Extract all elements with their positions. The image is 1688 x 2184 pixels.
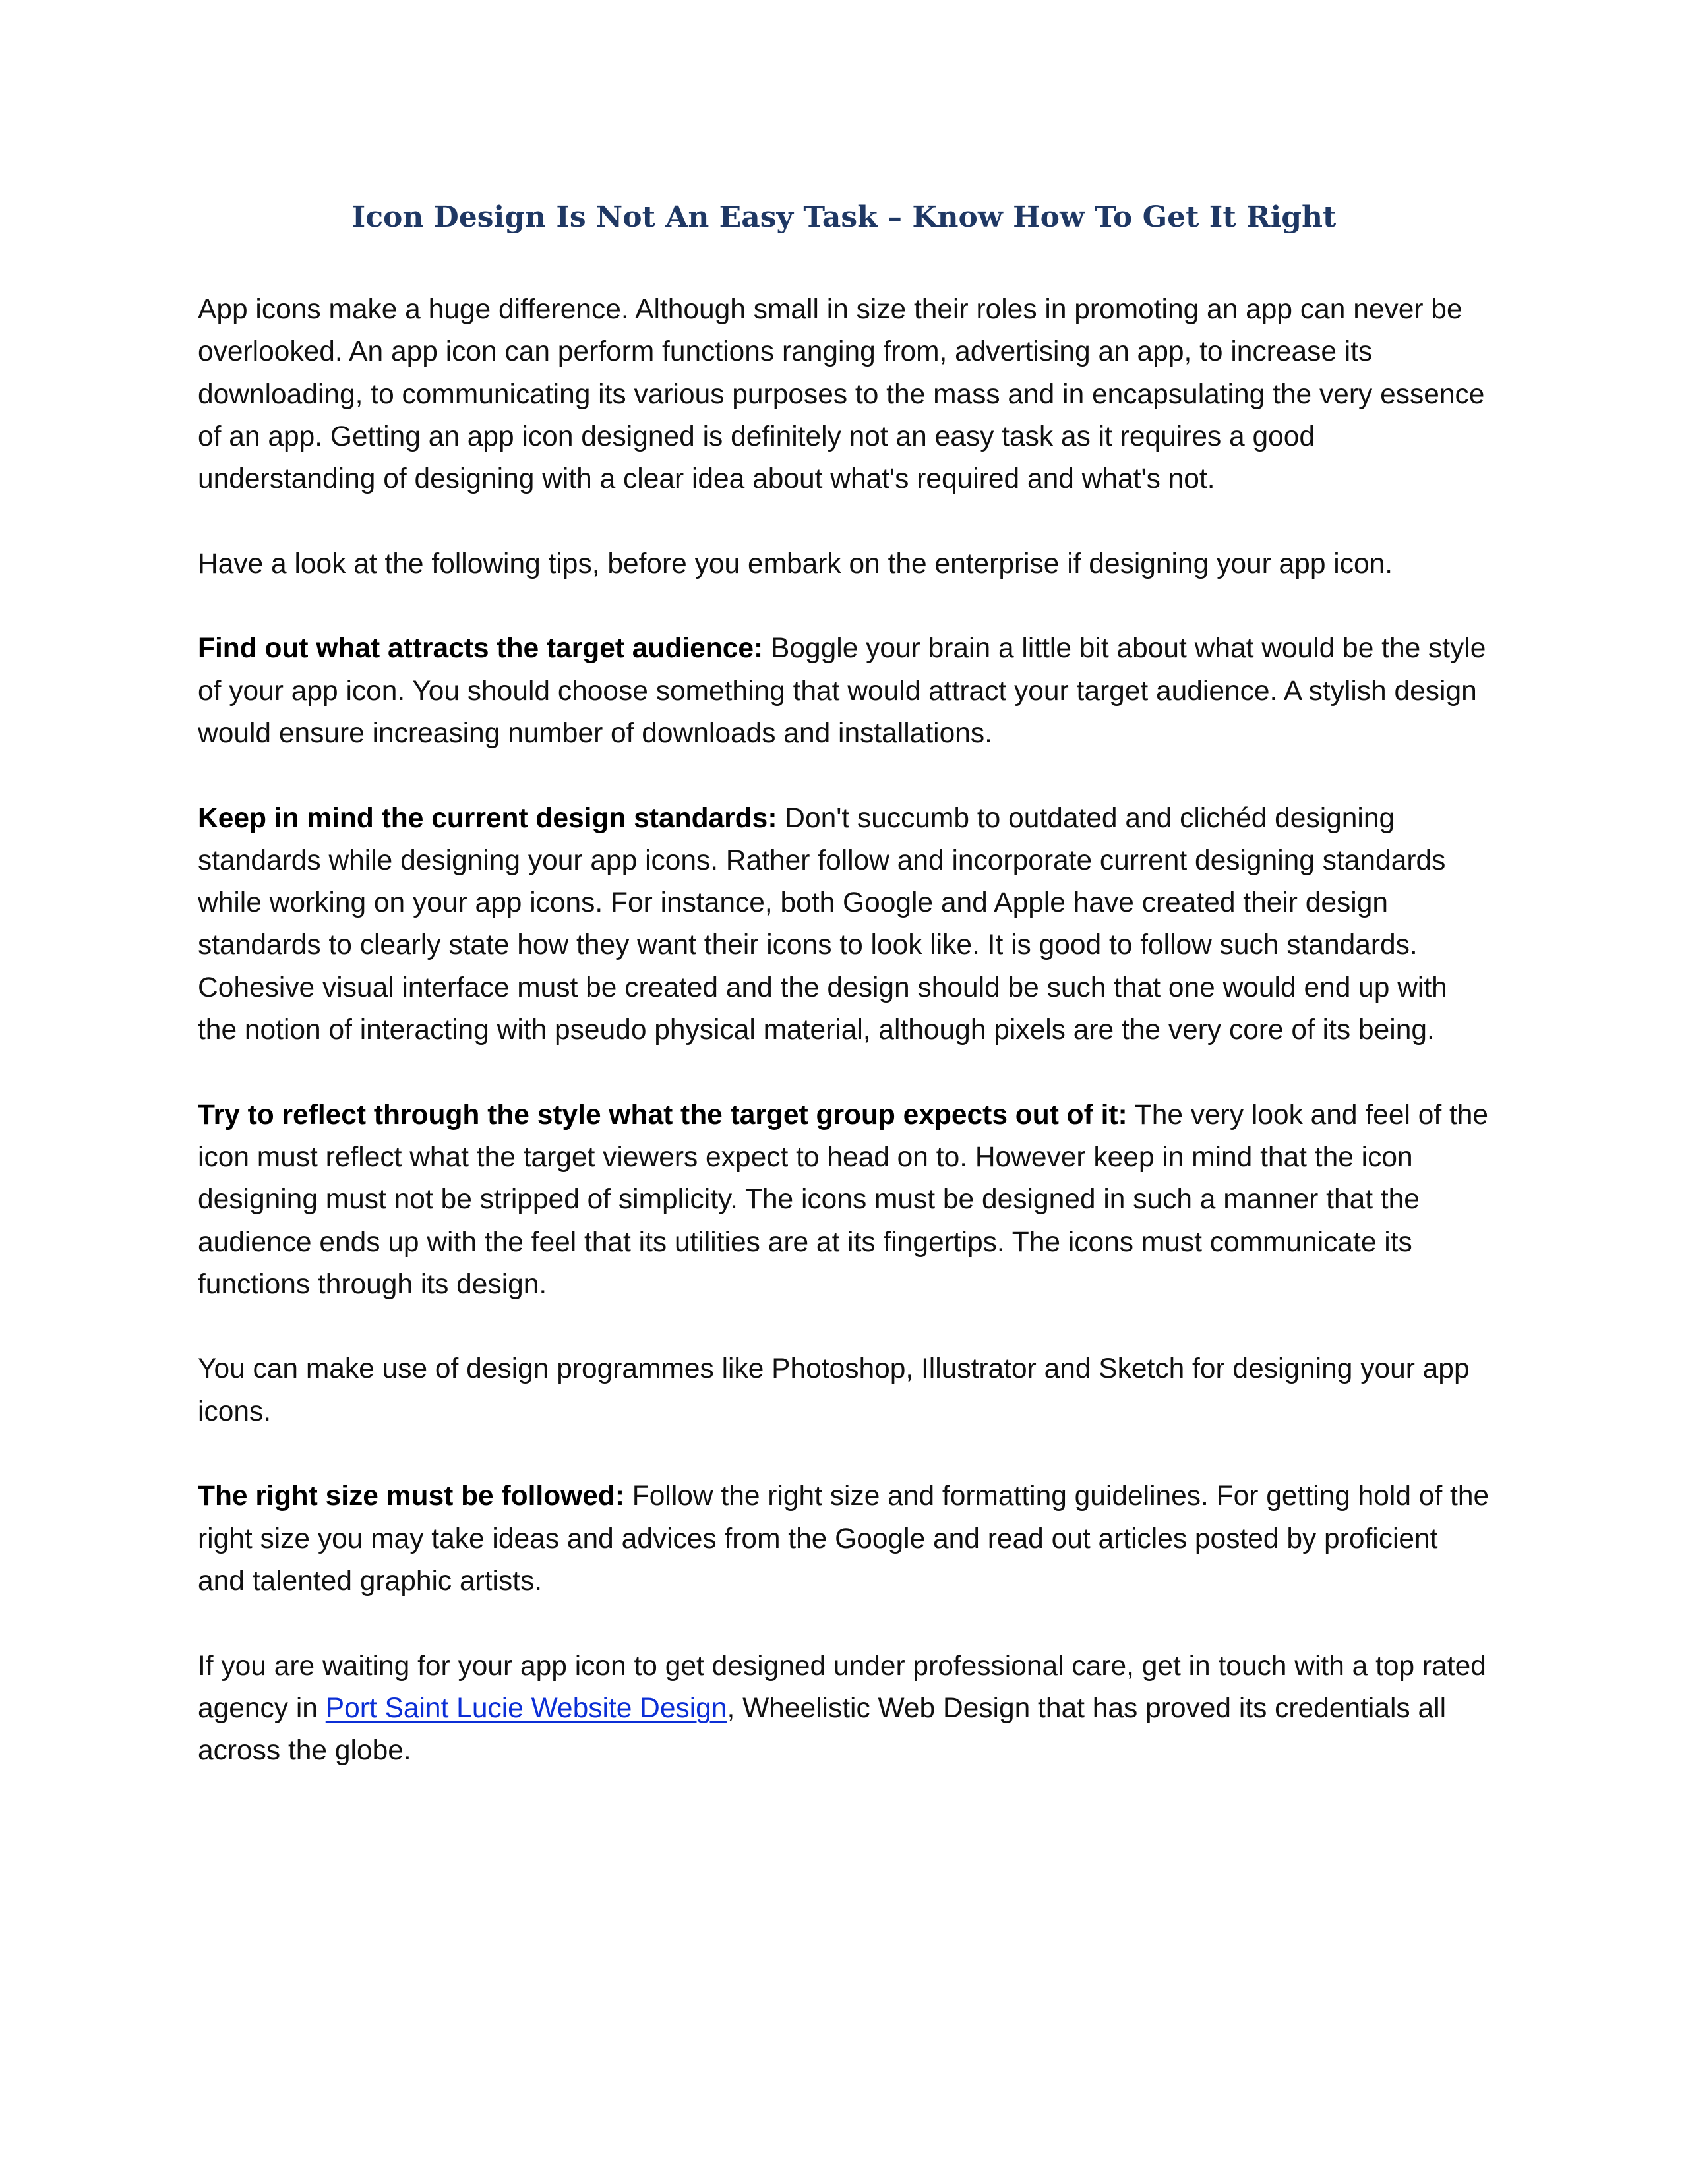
closing-paragraph [198,1645,1490,1773]
tip-heading: Find out what attracts the target audience: [198,633,764,664]
tip-heading: Try to reflect through the style what the target group expects out of it: [198,1099,1128,1131]
tips-intro-paragraph: Have a look at the following tips, before you embark on the enterprise if designing your app icon. [198,548,1393,579]
closing-text-before-link: If you are waiting for your app icon to get designed under professional care, get in touch with a top rated agency in [198,1650,1486,1724]
tip-paragraph-design-standards [198,798,1490,1052]
tip-paragraph-reflect-style [198,1094,1490,1306]
document-title: Icon Design Is Not An Easy Task – Know How To Get It Right [351,200,1337,234]
tip-text: The very look and feel of the icon must reflect what the target viewers expect to head on to. However keep in mind that the icon designing must not be stripped of simplicity. The icons must be designed in such a manner that the audience ends up with the feel that its utilities are at its fingertips. The icons must communicate its functions through its design. [198,1099,1489,1300]
tip-paragraph-target-audience [198,628,1490,755]
closing-text-after-link: , Wheelistic Web Design that has proved its credentials all across the globe. [198,1692,1447,1767]
tip-heading: Keep in mind the current design standards: [198,802,777,834]
programmes-paragraph: You can make use of design programmes like Photoshop, Illustrator and Sketch for designing your app icons. [198,1353,1470,1427]
intro-paragraph: App icons make a huge difference. Although small in size their roles in promoting an app can never be overlooked. An app icon can perform functions ranging from, advertising an app, to increase its downloading, to communicating its various purposes to the mass and in encapsulating the very essence of an app. Getting an app icon designed is definitely not an easy task as it requires a good understanding of designing with a clear idea about what's required and what's not. [198,294,1485,495]
port-saint-lucie-website-design-link[interactable]: Port Saint Lucie Website Design [325,1692,727,1724]
tip-text: Follow the right size and formatting guidelines. For getting hold of the right size you may take ideas and advices from the Google and read out articles posted by proficient and talented graphic artists. [198,1481,1490,1597]
tip-text: Don't succumb to outdated and clichéd designing standards while designing your app icons. Rather follow and incorporate current designing standards while working on your app icons. For instance, both Google and Apple have created their design standards to clearly state how they want their icons to look like. It is good to follow such standards. Cohesive visual interface must be created and the design should be such that one would end up with the notion of interacting with pseudo physical material, although pixels are the very core of its being. [198,802,1447,1046]
tip-paragraph-right-size [198,1475,1490,1603]
tip-text: Boggle your brain a little bit about what would be the style of your app icon. You should choose something that would attract your target audience. A stylish design would ensure increasing number of downloads and installations. [198,633,1486,749]
document-body [198,289,1490,1815]
tip-heading: The right size must be followed: [198,1481,624,1512]
